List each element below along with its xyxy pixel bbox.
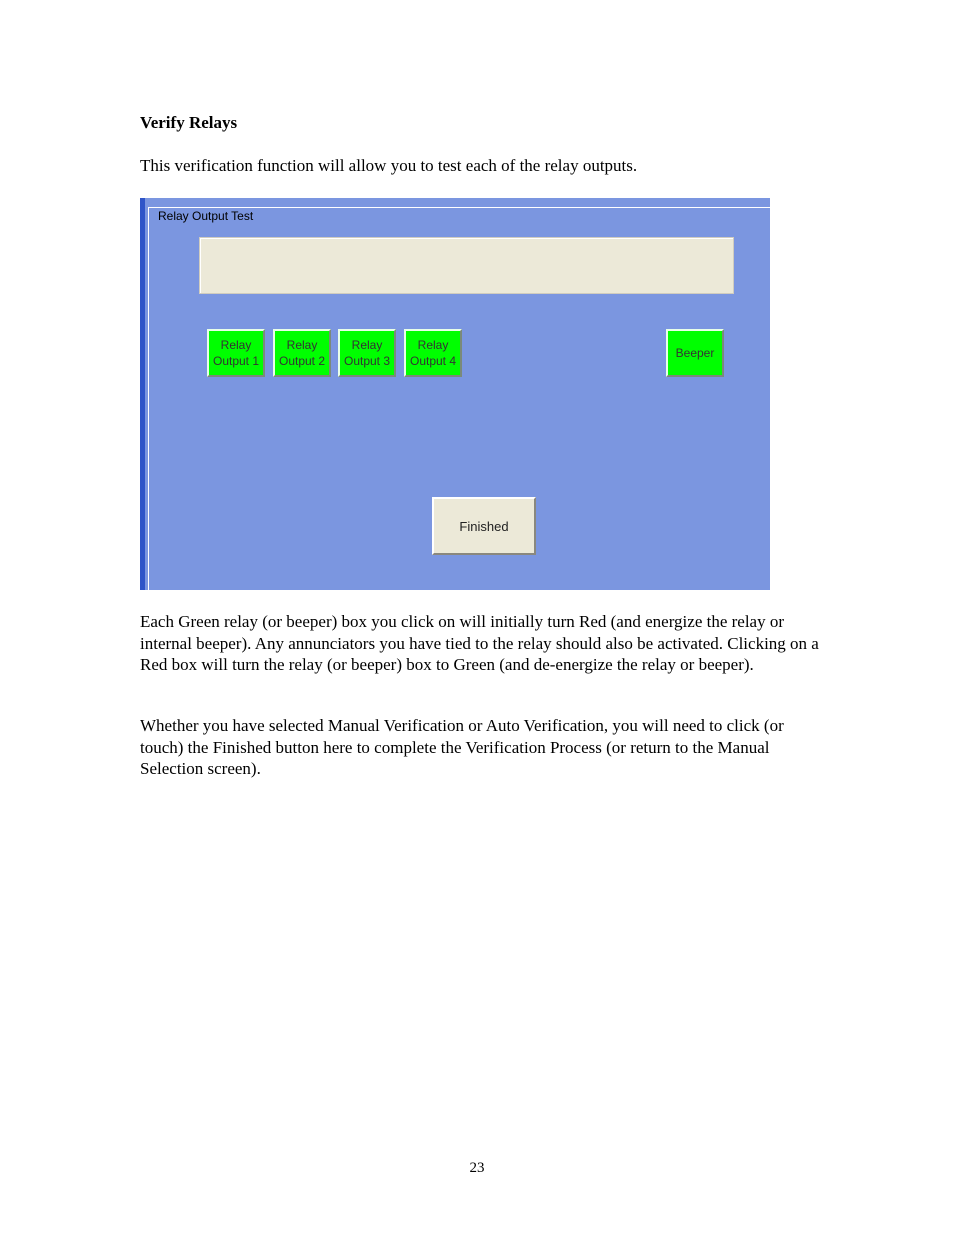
- intro-paragraph: This verification function will allow you to test each of the relay outputs.: [140, 156, 638, 175]
- relay-output-2-button[interactable]: [273, 329, 331, 377]
- relay-output-1-label: Relay Output 1: [212, 338, 260, 368]
- finished-button[interactable]: Finished: [432, 497, 536, 555]
- relay-output-1-button[interactable]: [207, 329, 265, 377]
- section-heading: Verify Relays: [140, 113, 238, 132]
- groupbox-label: Relay Output Test: [158, 209, 254, 223]
- relay-output-test-groupbox: [148, 207, 778, 597]
- beeper-button[interactable]: [666, 329, 724, 377]
- body-paragraph-1: Each Green relay (or beeper) box you click on will initially turn Red (and energize the relay or internal beeper). Any annunciators you have tied to the relay should also be activated. Clicking on a Red box will turn the relay (or beeper) box to Green (and de-energize the relay or beeper).: [140, 612, 819, 674]
- relay-output-4-button[interactable]: [404, 329, 462, 377]
- relay-output-3-button[interactable]: [338, 329, 396, 377]
- relay-output-2-label: Relay Output 2: [278, 338, 326, 368]
- status-display-box: [199, 237, 734, 294]
- body-paragraph-2: Whether you have selected Manual Verification or Auto Verification, you will need to click (or touch) the Finished button here to complete the Verification Process (or return to the Manual Selection screen).: [140, 716, 784, 778]
- beeper-label: Beeper: [675, 346, 715, 360]
- page-number: 23: [469, 1160, 485, 1176]
- relay-output-3-label: Relay Output 3: [343, 338, 391, 368]
- relay-output-4-label: Relay Output 4: [409, 338, 457, 368]
- relay-output-test-screenshot: [140, 198, 770, 590]
